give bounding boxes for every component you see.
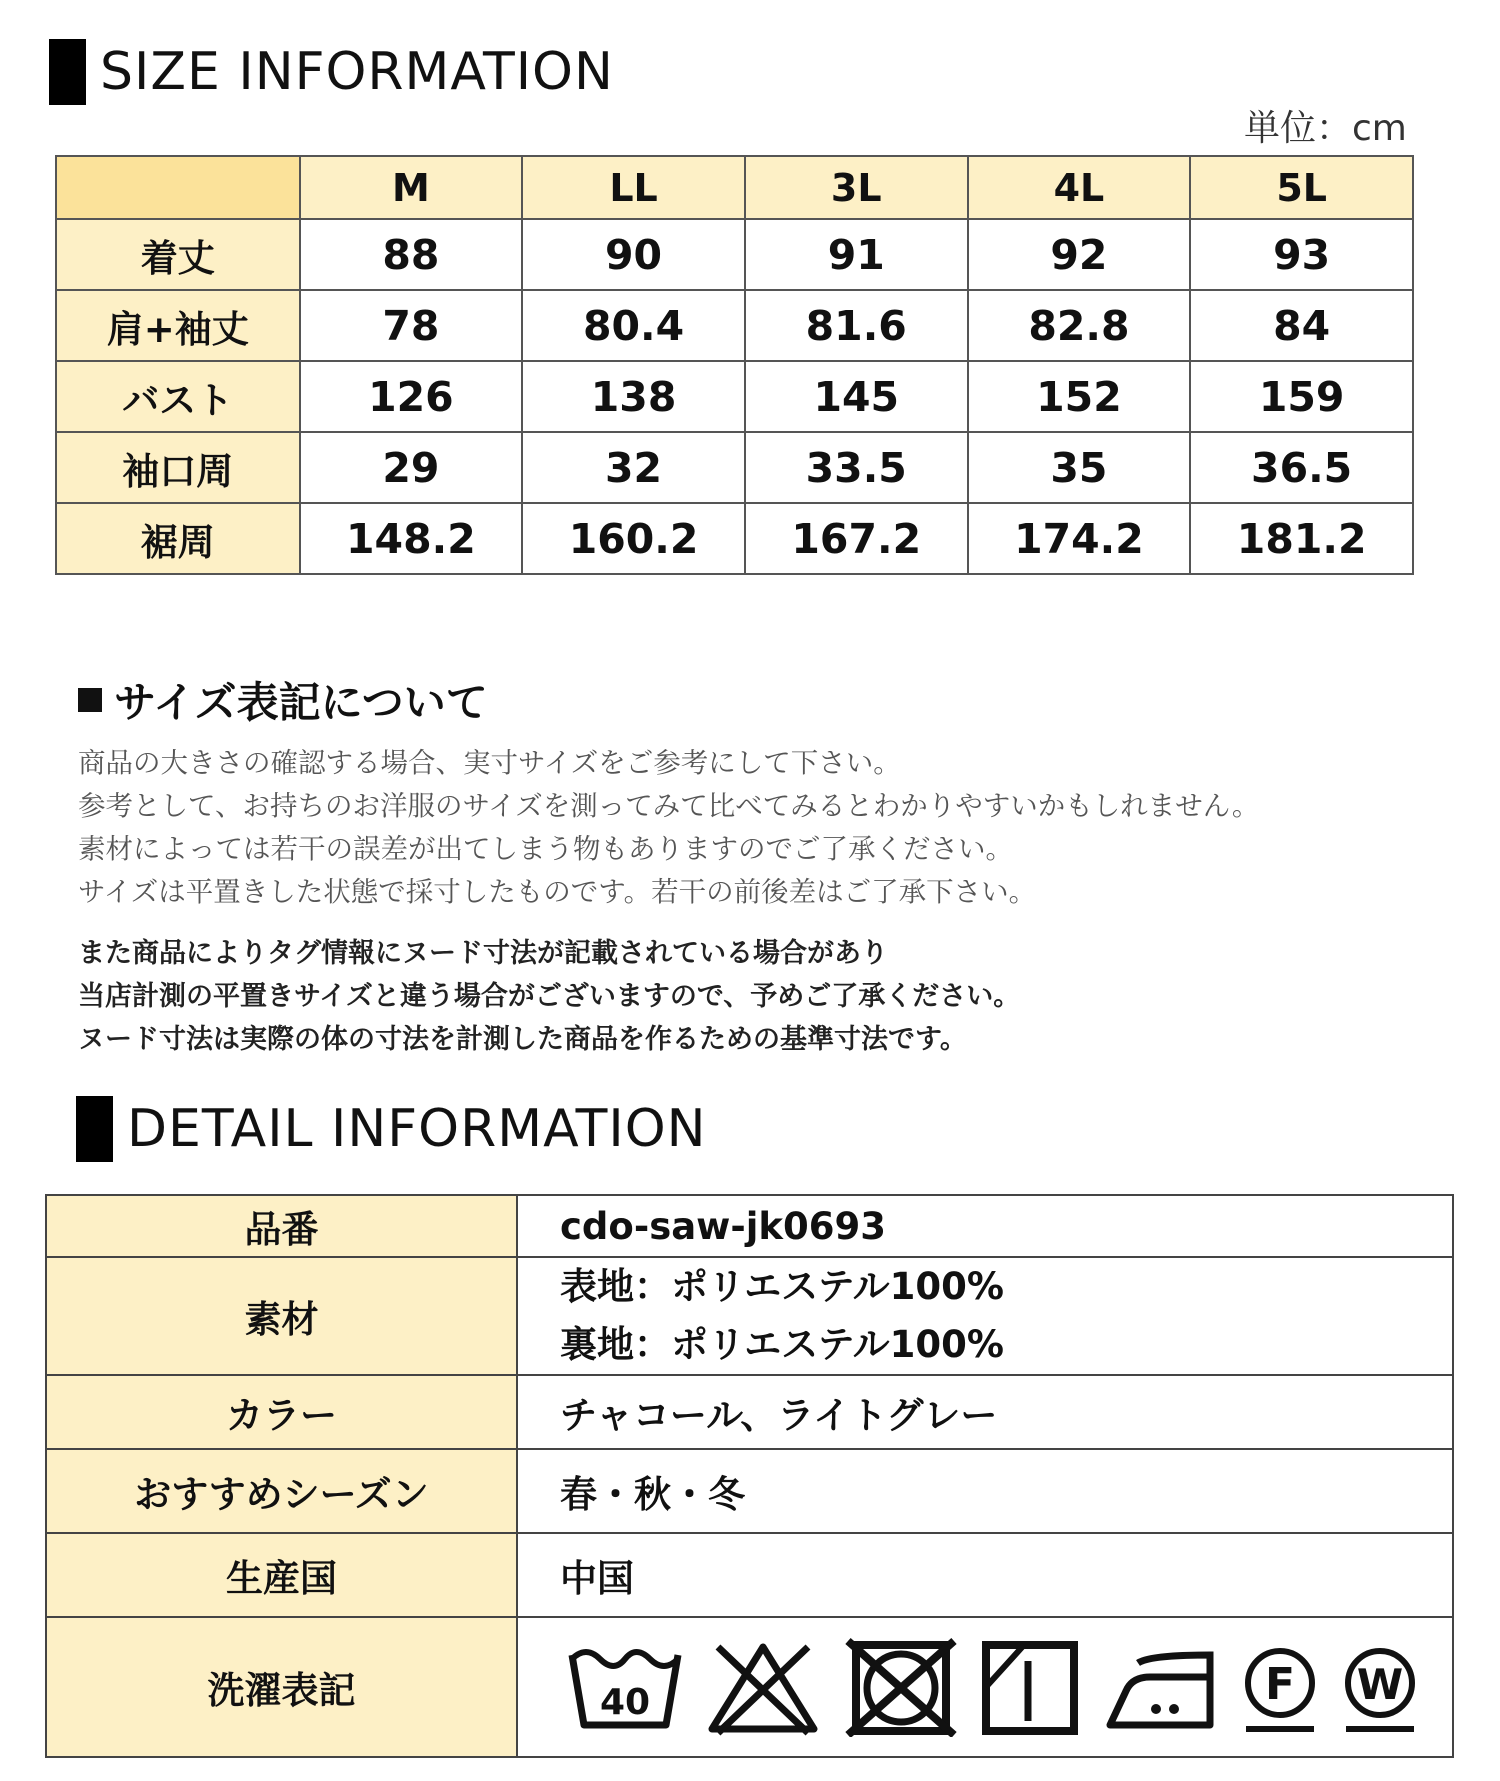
table-cell: 138 [522, 361, 745, 432]
table-row [56, 290, 1413, 361]
material-outer: 表地：ポリエステル100% [560, 1265, 1004, 1308]
table-cell: 167.2 [745, 503, 968, 574]
table-cell: 78 [300, 290, 523, 361]
table-cell: 148.2 [300, 503, 523, 574]
size-notes-heading [78, 670, 1438, 730]
size-notes-heading-text: サイズ表記について [114, 678, 488, 727]
table-cell: 159 [1190, 361, 1413, 432]
care-symbol-row [566, 1637, 1452, 1737]
size-column-header: 5L [1190, 156, 1413, 219]
no-tumble-dry-icon [842, 1637, 960, 1737]
table-cell: 32 [522, 432, 745, 503]
wet-clean-letter: W [1356, 1660, 1404, 1709]
section-marker [49, 39, 86, 105]
material-lining: 裏地：ポリエステル100% [560, 1323, 1004, 1366]
row-label: 肩+袖丈 [56, 290, 300, 361]
origin-value: 中国 [517, 1533, 1453, 1617]
note-line: 商品の大きさの確認する場合、実寸サイズをご参考にして下さい。 [78, 747, 901, 779]
table-row [46, 1533, 1453, 1617]
material-label: 素材 [46, 1257, 517, 1375]
table-cell: 80.4 [522, 290, 745, 361]
section-marker [76, 1096, 113, 1162]
product-number-label: 品番 [46, 1195, 517, 1257]
unit-label: 単位：cm [1244, 108, 1407, 149]
detail-table [45, 1194, 1454, 1758]
season-label: おすすめシーズン [46, 1449, 517, 1533]
table-row [46, 1617, 1453, 1757]
table-cell: 126 [300, 361, 523, 432]
table-row [46, 1449, 1453, 1533]
color-value: チャコール、ライトグレー [517, 1375, 1453, 1449]
row-label: 裾周 [56, 503, 300, 574]
table-cell: 84 [1190, 290, 1413, 361]
material-value [517, 1257, 1453, 1375]
table-cell: 81.6 [745, 290, 968, 361]
size-column-header: 3L [745, 156, 968, 219]
dry-clean-letter: F [1264, 1659, 1296, 1710]
season-value: 春・秋・冬 [517, 1449, 1453, 1533]
color-label: カラー [46, 1375, 517, 1449]
care-symbols [517, 1617, 1453, 1757]
note-line: 参考として、お持ちのお洋服のサイズを測ってみて比べてみるとわかりやすいかもしれません。 [78, 790, 1260, 822]
table-row [46, 1375, 1453, 1449]
table-cell: 92 [968, 219, 1191, 290]
wash-temperature: 40 [599, 1682, 651, 1723]
line-dry-shade-icon [980, 1637, 1080, 1737]
wet-clean-w-icon [1340, 1637, 1420, 1737]
table-cell: 88 [300, 219, 523, 290]
table-cell: 174.2 [968, 503, 1191, 574]
note-line: サイズは平置きした状態で採寸したものです。若干の前後差はご了承下さい。 [78, 876, 1037, 908]
detail-section-title: DETAIL INFORMATION [127, 1099, 707, 1159]
bold-note-line: また商品によりタグ情報にヌード寸法が記載されている場合があり [78, 938, 888, 969]
row-label: 着丈 [56, 219, 300, 290]
care-label: 洗濯表記 [46, 1617, 517, 1757]
table-cell: 93 [1190, 219, 1413, 290]
size-table-header-row [56, 156, 1413, 219]
size-table-corner [56, 156, 300, 219]
wash-40-icon [566, 1637, 684, 1737]
size-column-header: LL [522, 156, 745, 219]
bold-note-line: 当店計測の平置きサイズと違う場合がございますので、予めご了承ください。 [78, 981, 1021, 1012]
table-row [56, 219, 1413, 290]
size-notes [78, 670, 1438, 1061]
table-cell: 35 [968, 432, 1191, 503]
no-bleach-icon [704, 1637, 822, 1737]
row-label: バスト [56, 361, 300, 432]
size-column-header: 4L [968, 156, 1191, 219]
row-label: 袖口周 [56, 432, 300, 503]
product-number-value: cdo-saw-jk0693 [517, 1195, 1453, 1257]
table-cell: 33.5 [745, 432, 968, 503]
table-cell: 90 [522, 219, 745, 290]
table-cell: 29 [300, 432, 523, 503]
detail-section-header [76, 1096, 707, 1162]
iron-medium-icon [1100, 1637, 1220, 1737]
table-row [46, 1195, 1453, 1257]
table-cell: 36.5 [1190, 432, 1413, 503]
table-cell: 152 [968, 361, 1191, 432]
table-row [56, 503, 1413, 574]
dry-clean-f-icon [1240, 1637, 1320, 1737]
size-section-header [49, 39, 614, 105]
square-bullet-icon [78, 688, 102, 712]
bold-note-line: ヌード寸法は実際の体の寸法を計測した商品を作るための基準寸法です。 [78, 1024, 967, 1055]
table-cell: 82.8 [968, 290, 1191, 361]
table-cell: 160.2 [522, 503, 745, 574]
origin-label: 生産国 [46, 1533, 517, 1617]
table-row [56, 432, 1413, 503]
note-line: 素材によっては若干の誤差が出てしまう物もありますのでご了承ください。 [78, 833, 1013, 865]
table-row [56, 361, 1413, 432]
table-cell: 91 [745, 219, 968, 290]
table-cell: 145 [745, 361, 968, 432]
size-section-title: SIZE INFORMATION [100, 42, 614, 102]
table-row [46, 1257, 1453, 1375]
nude-size-notes [78, 932, 1438, 1061]
size-column-header: M [300, 156, 523, 219]
size-table [55, 155, 1414, 575]
table-cell: 181.2 [1190, 503, 1413, 574]
